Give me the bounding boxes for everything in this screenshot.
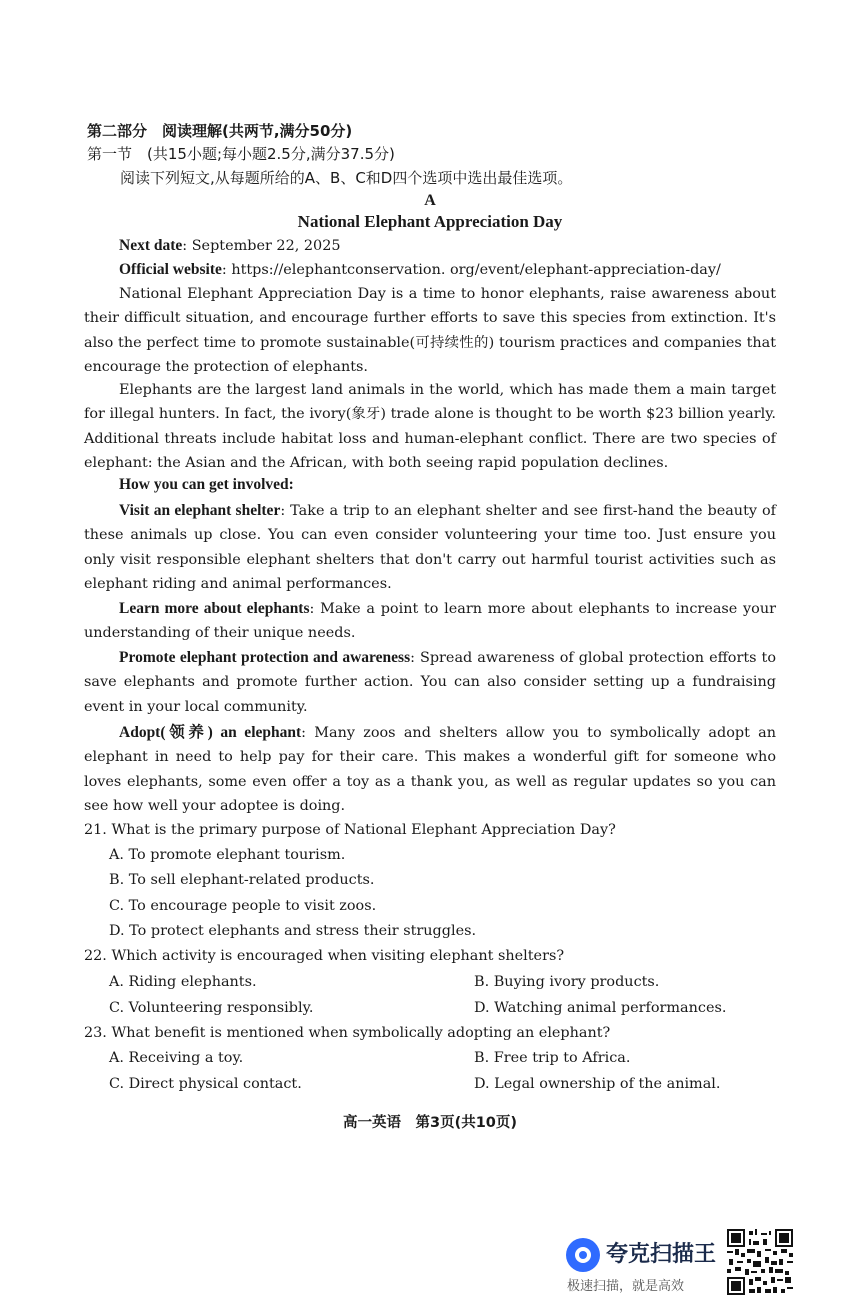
item-visit [84, 499, 776, 597]
page-footer: 高一英语 第3页(共10页) [342, 1115, 518, 1131]
watermark-brand: 夸克扫描王 [606, 1242, 717, 1267]
question-22-option-d: D. Watching animal performances. [474, 1000, 727, 1016]
item-adopt [84, 721, 776, 819]
item-learn-label: Learn more about elephants [119, 600, 310, 617]
instruction: 阅读下列短文,从每题所给的A、B、C和D四个选项中选出最佳选项。 [120, 169, 573, 187]
qr-code-icon [727, 1229, 793, 1295]
watermark-slogan: 极速扫描，就是高效 [567, 1279, 685, 1294]
how-heading: How you can get involved: [119, 476, 294, 493]
item-promote [84, 646, 776, 719]
question-22-stem: 22. Which activity is encouraged when visiting elephant shelters? [84, 948, 565, 964]
passage-label: A [424, 192, 436, 209]
question-22-option-b: B. Buying ivory products. [474, 974, 660, 990]
item-learn-text: : Make a point to learn more about elephants to increase your understanding of their unique needs. [84, 601, 776, 642]
item-visit-text: : Take a trip to an elephant shelter and see first-hand the beauty of these animals up close. You can even consider volunteering your time too. Just ensure you only visit responsible elephant shelters that don't carry out harmful tourist activities such as elephant riding and animal performances. [84, 503, 776, 593]
question-23-option-c: C. Direct physical contact. [109, 1076, 302, 1092]
paragraph-2: Elephants are the largest land animals in the world, which has made them a main target for illegal hunters. In fact, the ivory(象牙) trade alone is thought to be worth $23 billion yearly. Additional threats include habitat loss and human-elephant conflict. There are two species of elephant: the Asian and the African, with both seeing rapid population declines. [84, 382, 776, 472]
section-heading: 第一节 (共15小题;每小题2.5分,满分37.5分) [87, 145, 395, 163]
question-21-option-c: C. To encourage people to visit zoos. [109, 898, 377, 914]
item-promote-text: : Spread awareness of global protection efforts to save elephants and promote further action. You can also consider setting up a fundraising event in your local community. [84, 650, 776, 715]
website-line [119, 258, 721, 283]
question-23-option-d: D. Legal ownership of the animal. [474, 1076, 721, 1092]
item-adopt-label: Adopt(领养) an elephant [119, 724, 302, 741]
question-23-option-b: B. Free trip to Africa. [474, 1050, 631, 1066]
question-23-option-a: A. Receiving a toy. [109, 1050, 244, 1066]
item-adopt-text: : Many zoos and shelters allow you to symbolically adopt an elephant in need to help pay for their care. This makes a wonderful gift for someone who loves elephants, some even offer a toy as a thank you, as well as regular updates so you can see how well your adoptee is doing. [84, 725, 776, 815]
question-21-option-d: D. To protect elephants and stress their struggles. [109, 923, 477, 939]
website-value: : https://elephantconservation. org/event/elephant-appreciation-day/ [221, 262, 721, 278]
next-date-label: Next date [119, 237, 183, 254]
item-learn [84, 597, 776, 646]
next-date-line [119, 234, 341, 259]
quark-logo-icon [566, 1238, 600, 1272]
part-heading: 第二部分 阅读理解(共两节,满分50分) [87, 122, 353, 140]
question-21-option-a: A. To promote elephant tourism. [109, 847, 346, 863]
website-label: Official website [119, 261, 222, 278]
item-visit-label: Visit an elephant shelter [119, 502, 281, 519]
next-date-value: : September 22, 2025 [182, 238, 341, 254]
paragraph-1: National Elephant Appreciation Day is a time to honor elephants, raise awareness about their difficult situation, and encourage further efforts to save this species from extinction. It's also the perfect time to promote sustainable(可持续性的) tourism practices and companies that encourage the protection of elephants. [84, 286, 776, 376]
question-22-option-c: C. Volunteering responsibly. [109, 1000, 314, 1016]
question-23-stem: 23. What benefit is mentioned when symbolically adopting an elephant? [84, 1025, 611, 1041]
question-21-option-b: B. To sell elephant-related products. [109, 872, 375, 888]
question-21-stem: 21. What is the primary purpose of National Elephant Appreciation Day? [84, 822, 616, 838]
question-22-option-a: A. Riding elephants. [109, 974, 257, 990]
item-promote-label: Promote elephant protection and awareness [119, 649, 411, 666]
passage-title: National Elephant Appreciation Day [297, 212, 563, 231]
